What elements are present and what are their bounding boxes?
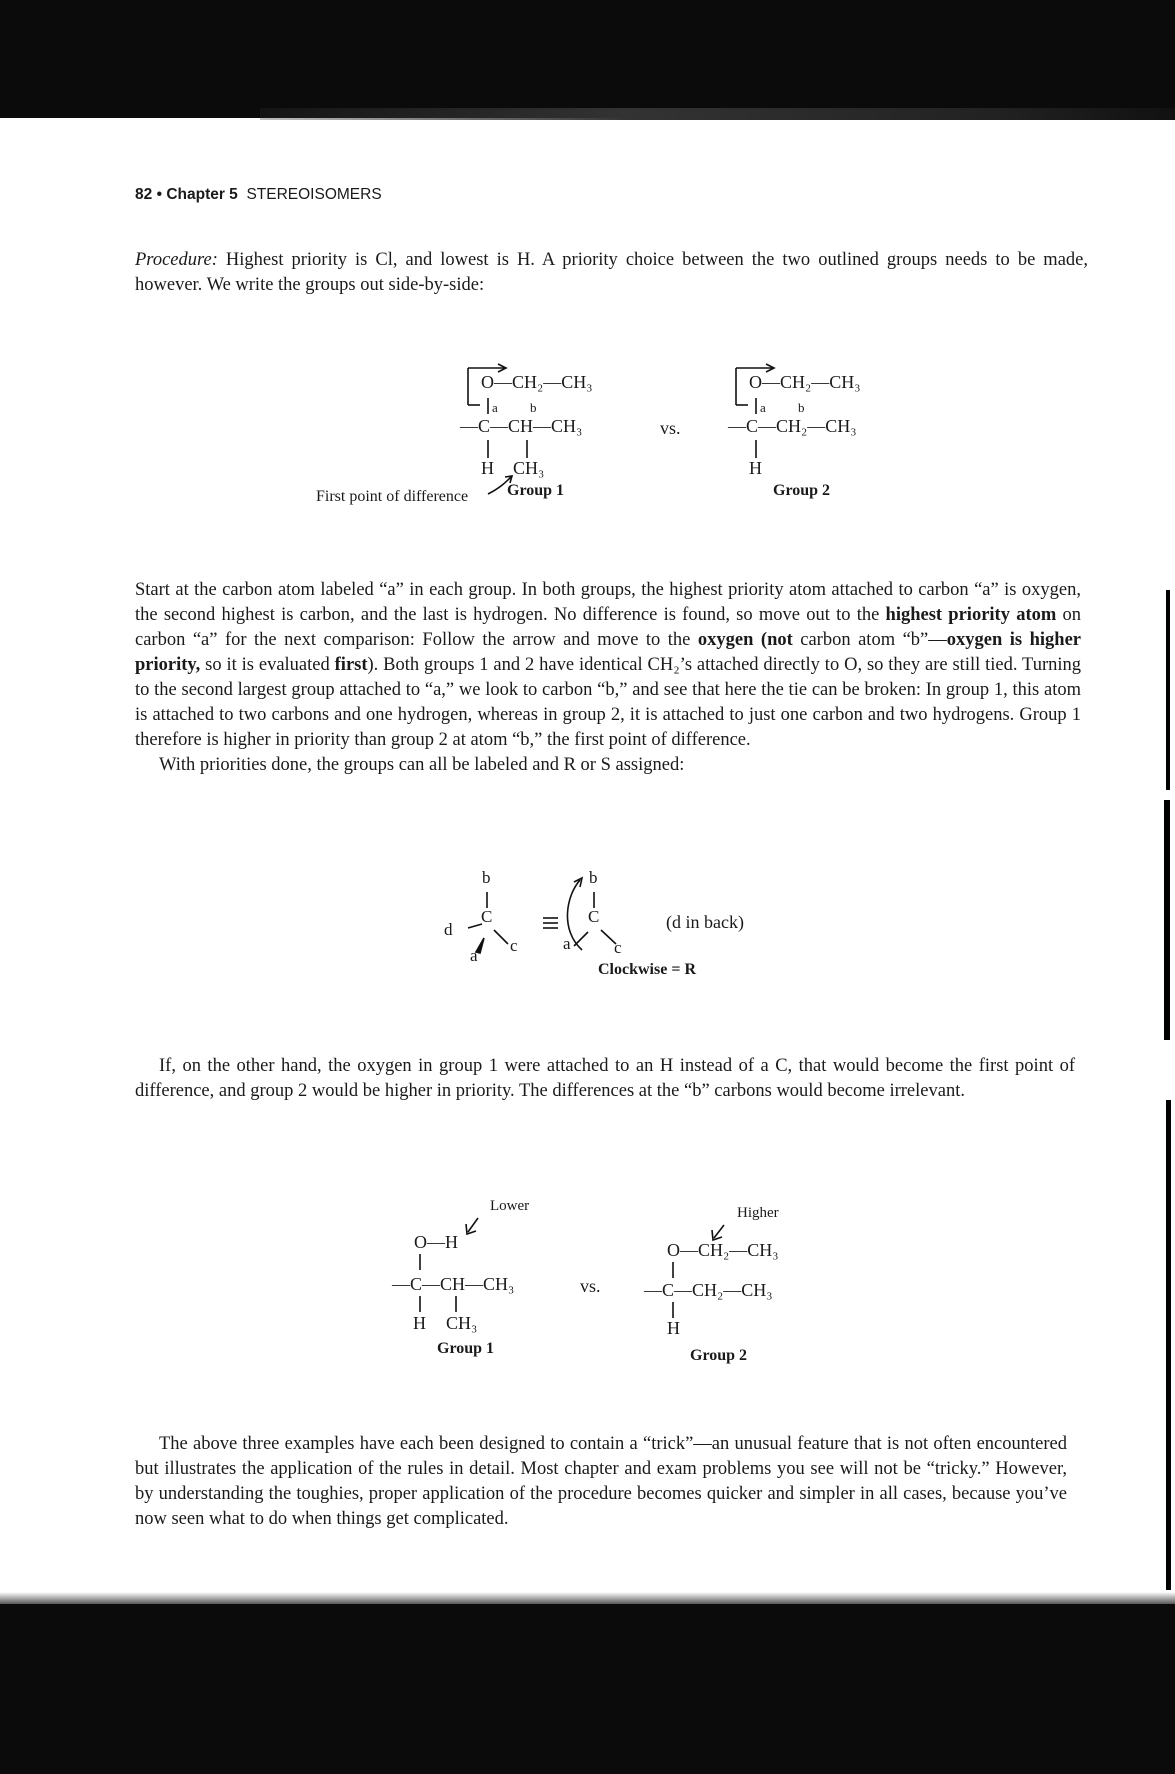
body-text: on carbon “a” for the next comparison: Follow the arrow and move to the — [135, 605, 1081, 650]
fig2-b-right: b — [589, 868, 598, 887]
alternate-text: If, on the other hand, the oxygen in group 1 were attached to an H instead of a C, that would become the first point of difference, and group 2 would be higher in priority. The differences at the “b” carbons would become irrelevant. — [135, 1056, 1075, 1101]
group1-caption: Group 1 — [507, 482, 565, 499]
closing-paragraph — [135, 1432, 1067, 1532]
fig2-csub-left: c — [510, 936, 518, 955]
body-text: so it is evaluated — [200, 655, 335, 675]
group2-row1: O—CH₂—CH₃ — [749, 372, 861, 392]
group2b-h: H — [667, 1318, 680, 1338]
fig2-a-right: a — [563, 934, 571, 953]
body-text: carbon atom “b”— — [792, 630, 947, 650]
higher-label: Higher — [737, 1205, 779, 1221]
body-bold: oxygen is higher priority, — [135, 630, 1081, 675]
group1b-row2: —C—CH—CH₃ — [392, 1274, 515, 1294]
group1-ch3: CH₃ — [513, 458, 545, 478]
group2b-caption: Group 2 — [690, 1347, 748, 1364]
body-bold: first — [334, 655, 368, 675]
group1-label-b: b — [530, 400, 537, 415]
group2-h: H — [749, 458, 762, 478]
fig2-c-left: C — [481, 907, 493, 926]
body-bold: highest priority atom — [885, 605, 1057, 625]
body-text: ). Both groups 1 and 2 have identical CH₂’s attached directly to O, so they are still tied. Turning to the second largest group attached to “a,” we look to carbon “b,” and see that here the tie can be broken: In group 1, this atom is attached to two carbons and one hydrogen, whereas in group 2, it is attached to just one carbon and two hydrogens. Group 1 therefore is higher in priority than group 2 at atom “b,” the first point of difference. — [135, 655, 1081, 750]
vs-label-2: vs. — [580, 1276, 601, 1296]
group1b-caption: Group 1 — [437, 1340, 495, 1357]
header-bullet: • — [156, 186, 162, 203]
page-number: 82 — [135, 186, 153, 203]
vs-label: vs. — [660, 418, 681, 438]
lower-label: Lower — [490, 1198, 530, 1214]
group1b-ch3: CH₃ — [446, 1313, 478, 1333]
group1-label-a: a — [492, 400, 498, 415]
fig2-csub-right: c — [614, 938, 622, 957]
chapter-title: STEREOISOMERS — [246, 186, 382, 203]
group2-caption: Group 2 — [773, 482, 831, 499]
fig2-d: d — [444, 920, 453, 939]
group2-label-a: a — [760, 400, 766, 415]
fig2-c-right: C — [588, 907, 600, 926]
body-text: Start at the carbon atom labeled “a” in each group. In both groups, the highest priority atom attached to carbon “a” is oxygen, the second highest is carbon, and the last is hydrogen. No difference is found, so move out to the — [135, 580, 1081, 625]
first-point-annotation: First point of difference — [316, 488, 469, 505]
intro-text: Highest priority is Cl, and lowest is H. A priority choice between the two outlined groups needs to be made, however. We write the groups out side-by-side: — [135, 250, 1088, 295]
chapter-label: Chapter 5 — [166, 186, 238, 203]
body-bold: oxygen (not — [697, 630, 793, 650]
group1b-h: H — [413, 1313, 426, 1333]
group1b-row1: O—H — [414, 1232, 458, 1252]
group2b-row2: —C—CH₂—CH₃ — [644, 1280, 773, 1300]
fig2-a-left: a — [470, 946, 478, 965]
fig2-note: (d in back) — [666, 912, 744, 932]
group2-row2: —C—CH₂—CH₃ — [728, 416, 857, 436]
group2-label-b: b — [798, 400, 805, 415]
priorities-done-text: With priorities done, the groups can all be labeled and R or S assigned: — [159, 755, 685, 775]
group1-h: H — [481, 458, 494, 478]
fig2-b-left: b — [482, 868, 491, 887]
procedure-label: Procedure: — [135, 250, 218, 270]
closing-text: The above three examples have each been designed to contain a “trick”—an unusual feature that is not often encountered but illustrates the application of the rules in detail. Most chapter and exam problems you see will not be “tricky.” However, by understanding the toughies, proper application of the procedure becomes quicker and simpler in all cases, because you’ve now seen what to do when things get complicated. — [135, 1434, 1067, 1529]
group1-row2: —C—CH—CH₃ — [460, 416, 583, 436]
group2b-row1: O—CH₂—CH₃ — [667, 1240, 779, 1260]
fig2-caption: Clockwise = R — [598, 961, 696, 978]
group1-row1: O—CH₂—CH₃ — [481, 372, 593, 392]
